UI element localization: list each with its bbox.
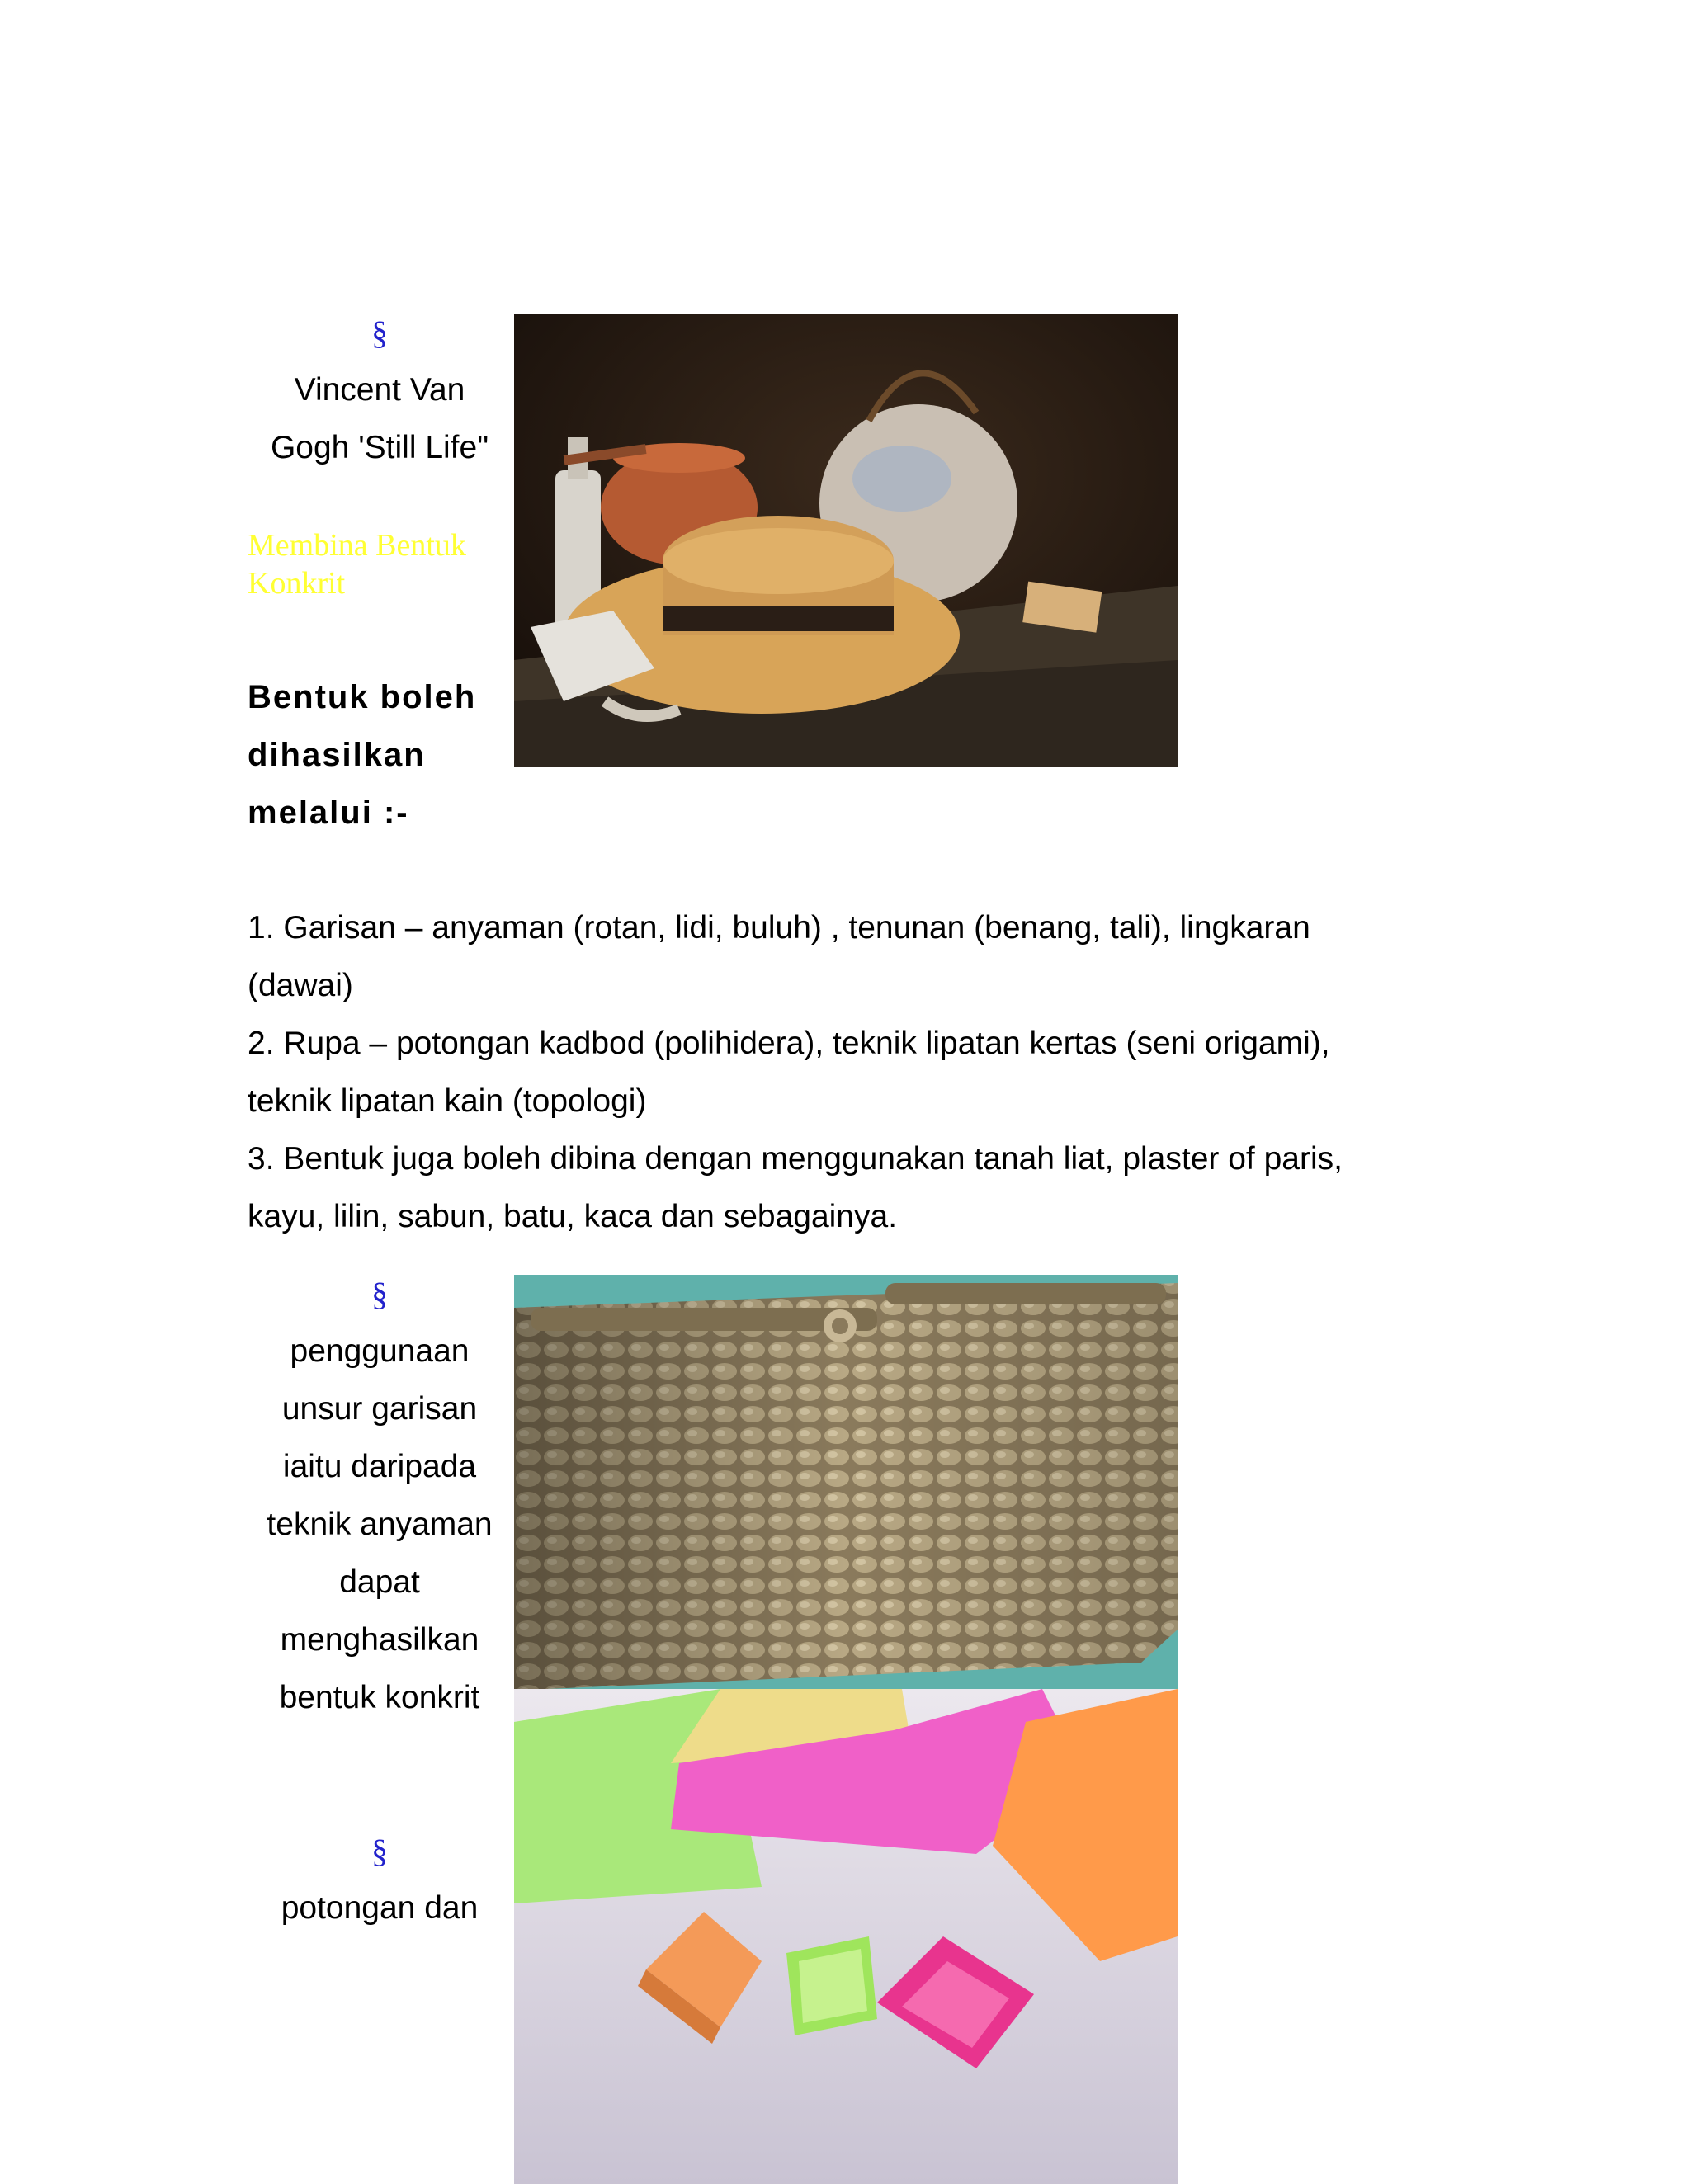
subtitle-line: Konkrit bbox=[248, 566, 346, 601]
list-item: 1. Garisan – anyaman (rotan, lidi, buluh) , tenunan (benang, tali), lingkaran (dawai) bbox=[248, 910, 1310, 1003]
list-item: 2. Rupa – potongan kadbod (polihidera), teknik lipatan kertas (seni origami), teknik lipatan kain (topologi) bbox=[248, 1026, 1330, 1119]
caption-line: unsur garisan bbox=[281, 1391, 478, 1427]
paper-boxes-image bbox=[514, 1689, 1178, 2184]
heading-line: melalui :- bbox=[248, 795, 409, 831]
section-bullet: § bbox=[371, 1833, 388, 1870]
caption-line: teknik anyaman bbox=[267, 1507, 493, 1542]
caption-line: dapat bbox=[339, 1564, 420, 1600]
cutting-caption bbox=[248, 1880, 512, 1937]
heading-line: Bentuk boleh bbox=[248, 679, 477, 715]
caption-line: Gogh 'Still Life" bbox=[270, 430, 489, 465]
caption-line: penggunaan bbox=[290, 1333, 470, 1369]
section-bullet: § bbox=[371, 1276, 388, 1313]
painting-caption bbox=[248, 361, 512, 477]
woven-basket-image bbox=[514, 1275, 1178, 1689]
subtitle-line: Membina Bentuk bbox=[248, 528, 466, 563]
section-bullet: § bbox=[371, 314, 388, 351]
heading-line: dihasilkan bbox=[248, 737, 426, 773]
still-life-painting-image bbox=[514, 314, 1178, 767]
content-list bbox=[248, 899, 1403, 1246]
list-item: 3. Bentuk juga boleh dibina dengan menggunakan tanah liat, plaster of paris, kayu, lilin, sabun, batu, kaca dan sebagainya. bbox=[248, 1141, 1343, 1234]
weaving-caption bbox=[248, 1323, 512, 1727]
slide-subtitle bbox=[248, 526, 520, 602]
caption-line: potongan dan bbox=[281, 1890, 479, 1926]
caption-line: Vincent Van bbox=[294, 372, 465, 408]
caption-line: menghasilkan bbox=[280, 1622, 479, 1658]
section-heading bbox=[248, 668, 512, 842]
caption-line: bentuk konkrit bbox=[279, 1680, 480, 1715]
caption-line: iaitu daripada bbox=[282, 1449, 477, 1484]
